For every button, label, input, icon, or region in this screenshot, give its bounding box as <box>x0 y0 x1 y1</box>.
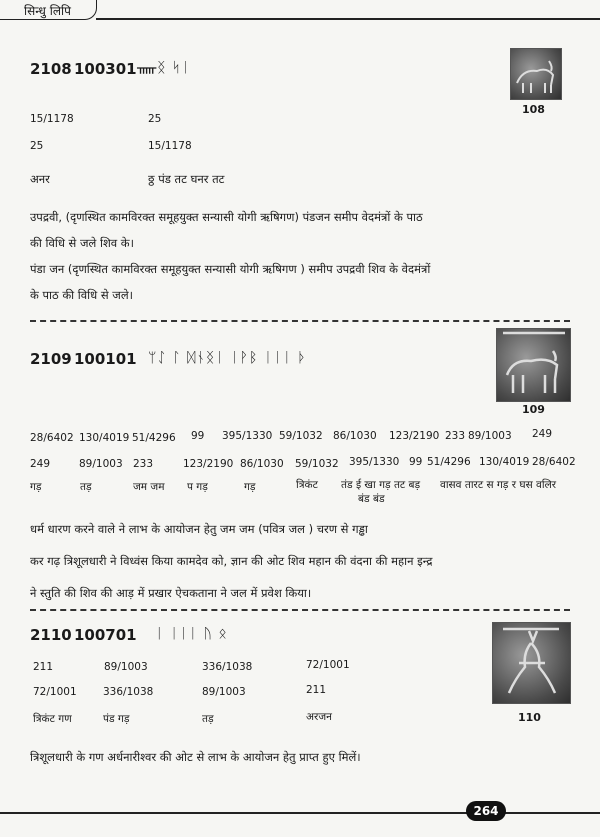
number-cell: 72/1001 <box>33 686 77 698</box>
word-cell: प गड़ <box>187 481 208 493</box>
number-cell: 25 <box>148 113 162 125</box>
seal-image <box>510 48 562 100</box>
word-cell: बंड बंड <box>358 493 385 505</box>
number-cell: 89/1003 <box>79 458 123 470</box>
number-cell: 15/1178 <box>148 140 192 152</box>
word-cell: गड़ <box>30 481 42 493</box>
number-cell: 123/2190 <box>389 430 440 442</box>
number-cell: 59/1032 <box>279 430 323 442</box>
paragraph-line: उपद्रवी, (दृणस्थित कामविरक्त समूहयुक्त सन्यासी योगी ऋषिगण) पंडजन समीप वेदमंत्रों के पाठ <box>30 210 423 224</box>
paragraph-line: के पाठ की विधि से जले। <box>30 288 133 302</box>
seal-image <box>492 622 571 704</box>
paragraph-line: त्रिशूलधारी के गण अर्धनारीश्वर की ओट से लाभ के आयोजन हेतु प्राप्त हुए मिलें। <box>30 750 361 764</box>
entry-number: 100101 <box>74 350 137 368</box>
word-cell: तड़ <box>202 713 214 725</box>
entry-number: 100301 <box>74 60 137 78</box>
indus-glyphs: ᛁ ᛁᛁᛁ ᚢ ᛟ <box>155 626 228 642</box>
section-divider <box>30 609 570 611</box>
seal-number: 110 <box>518 711 541 724</box>
seal-bull-icon <box>511 49 561 99</box>
paragraph-line: ने स्तुति की शिव की आड़ में प्रखार ऐचकताना ने जल में प्रवेश किया। <box>30 586 312 600</box>
number-cell: 249 <box>532 428 553 440</box>
paragraph-line: कर गढ़ त्रिशूलधारी ने विध्वंस किया कामदेव को, ज्ञान की ओट शिव महान की वंदना की महान इन्द्र <box>30 554 433 568</box>
word-cell: वासव तारट स गड़ र घस वलिर <box>440 479 557 491</box>
header-tab <box>0 0 97 20</box>
word-cell: तड़ <box>80 481 92 493</box>
header-rule <box>96 18 600 20</box>
number-cell: 99 <box>191 430 205 442</box>
word-cell: गड़ <box>244 481 256 493</box>
number-cell: 51/4296 <box>427 456 471 468</box>
number-cell: 28/6402 <box>532 456 576 468</box>
number-cell: 89/1003 <box>202 686 246 698</box>
number-cell: 25 <box>30 140 44 152</box>
number-cell: 211 <box>33 661 54 673</box>
number-cell: 28/6402 <box>30 432 74 444</box>
number-cell: 59/1032 <box>295 458 339 470</box>
number-cell: 89/1003 <box>104 661 148 673</box>
header-title: सिन्धु लिपि <box>24 4 71 18</box>
seal-bull-icon <box>497 329 570 401</box>
word-cell: जम जम <box>133 481 165 493</box>
word-cell: अनर <box>30 172 50 186</box>
word-cell: तंड ई खा गड़ तट बड़ <box>341 479 421 491</box>
entry-number: 100701 <box>74 626 137 644</box>
word-cell: अरजन <box>306 711 332 723</box>
indus-glyphs: ᛘᛇ ᛚ ᛞᚾᛝᛁ ᛁᚹᛒ ᛁᛁᛁ ᚦ <box>148 350 307 366</box>
number-cell: 15/1178 <box>30 113 74 125</box>
number-cell: 336/1038 <box>103 686 154 698</box>
paragraph-line: धर्म धारण करने वाले ने लाभ के आयोजन हेतु जम जम (पवित्र जल ) चरण से गड्ढा <box>30 522 368 536</box>
number-cell: 395/1330 <box>222 430 273 442</box>
word-cell: पंड गड़ <box>103 713 130 725</box>
number-cell: 99 <box>409 456 423 468</box>
number-cell: 86/1030 <box>333 430 377 442</box>
seal-number: 109 <box>522 403 545 416</box>
paragraph-line: पंडा जन (दृणस्थित कामविरक्त समूहयुक्त सन्यासी योगी ऋषिगण ) समीप उपद्रवी शिव के वेदमंत्रों <box>30 262 431 276</box>
page-number: 264 <box>466 801 506 821</box>
number-cell: 123/2190 <box>183 458 234 470</box>
number-cell: 72/1001 <box>306 659 350 671</box>
section-divider <box>30 320 570 322</box>
number-cell: 211 <box>306 684 327 696</box>
number-cell: 130/4019 <box>479 456 530 468</box>
entry-code: 2108 <box>30 60 72 78</box>
number-cell: 130/4019 <box>79 432 130 444</box>
number-cell: 395/1330 <box>349 456 400 468</box>
number-cell: 86/1030 <box>240 458 284 470</box>
seal-number: 108 <box>522 103 545 116</box>
seal-image <box>496 328 571 402</box>
number-cell: 51/4296 <box>132 432 176 444</box>
number-cell: 233 <box>445 430 466 442</box>
footer-rule <box>0 812 600 814</box>
seal-figure-icon <box>493 623 570 703</box>
entry-code: 2109 <box>30 350 72 368</box>
number-cell: 249 <box>30 458 51 470</box>
word-cell: त्रिकंट गण <box>33 713 72 725</box>
indus-glyphs: ᚅᛝ ᛋᛁ <box>137 60 191 76</box>
number-cell: 89/1003 <box>468 430 512 442</box>
word-cell: ठ्ठ पंड तट घनर तट <box>148 172 225 186</box>
number-cell: 336/1038 <box>202 661 253 673</box>
number-cell: 233 <box>133 458 154 470</box>
paragraph-line: की विधि से जले शिव के। <box>30 236 134 250</box>
entry-code: 2110 <box>30 626 72 644</box>
word-cell: त्रिकंट <box>296 479 318 491</box>
